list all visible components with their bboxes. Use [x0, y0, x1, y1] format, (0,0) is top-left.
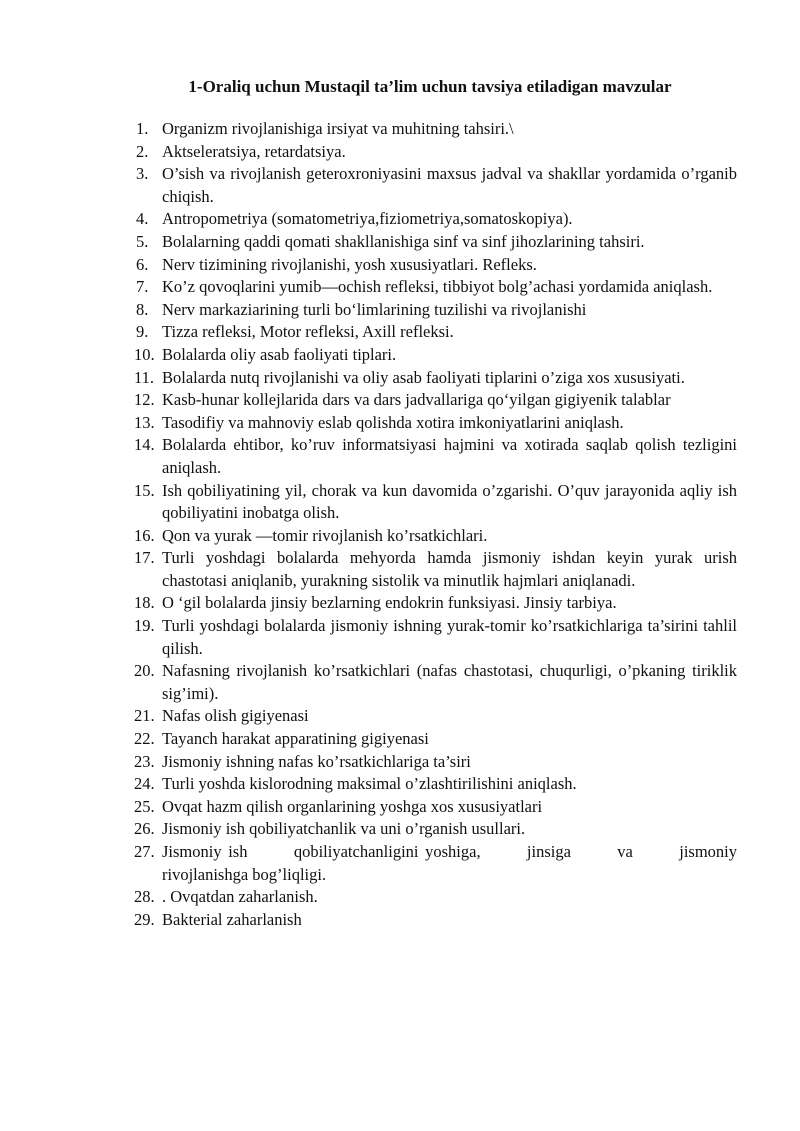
- item-number: 3.: [136, 164, 149, 184]
- item-text: Ko’z qovoqlarini yumib—ochish refleksi, tibbiyot bolg’achasi yordamida aniqlash.: [162, 277, 713, 297]
- item-number: 26.: [134, 819, 155, 839]
- item-number: 2.: [136, 141, 149, 161]
- item-text: Jismoniy ish qobiliyatchanlik va uni o’rganish usullari.: [162, 819, 526, 839]
- list-item: [0, 321, 737, 344]
- list-item: [0, 344, 737, 367]
- item-text: O ‘gil bolalarda jinsiy bezlarning endokrin funksiyasi. Jinsiy tarbiya.: [162, 593, 617, 613]
- list-item: [0, 231, 737, 254]
- item-number: 13.: [134, 412, 155, 432]
- list-item: [0, 818, 737, 841]
- item-number: 17.: [134, 548, 155, 568]
- list-item: [0, 434, 737, 479]
- item-text: Nerv markaziarining turli bo‘limlarining tuzilishi va rivojlanishi: [162, 299, 587, 319]
- item-number: 21.: [134, 706, 155, 726]
- item-text: Bolalarda ehtibor, ko’ruv informatsiyasi hajmini va xotirada saqlab qolish tezligini aniqlash.: [162, 435, 737, 477]
- list-item: [0, 299, 737, 322]
- list-item: [0, 547, 737, 592]
- item-text: Nerv tizimining rivojlanishi, yosh xususiyatlari. Refleks.: [162, 254, 537, 274]
- item-text: Nafasning rivojlanish ko’rsatkichlari (nafas chastotasi, chuqurligi, o’pkaning tiriklik sig’imi).: [162, 661, 737, 703]
- item-text: Qon va yurak —tomir rivojlanish ko’rsatkichlari.: [162, 525, 488, 545]
- item-number: 1.: [136, 119, 149, 138]
- item-text: Organizm rivojlanishiga irsiyat va muhitning tahsiri.\: [162, 119, 514, 138]
- list-item: [0, 141, 737, 164]
- item-text: Nafas olish gigiyenasi: [162, 706, 309, 726]
- item-number: 12.: [134, 390, 155, 410]
- list-item: [0, 592, 737, 615]
- item-text: Bakterial zaharlanish: [162, 909, 302, 929]
- list-item: [0, 208, 737, 231]
- list-item: [0, 367, 737, 390]
- item-number: 16.: [134, 525, 155, 545]
- list-item: [0, 254, 737, 277]
- list-item: [0, 909, 737, 932]
- item-text: Bolalarda nutq rivojlanishi va oliy asab faoliyati tiplarini o’ziga xos xususiyati.: [162, 367, 685, 387]
- item-number: 20.: [134, 661, 155, 681]
- item-number: 23.: [134, 751, 155, 771]
- item-number: 24.: [134, 774, 155, 794]
- item-number: 28.: [134, 887, 155, 907]
- item-number: 15.: [134, 480, 155, 500]
- list-item: [0, 773, 737, 796]
- list-item: [0, 389, 737, 412]
- item-number: 11.: [134, 367, 155, 387]
- list-item: [0, 525, 737, 548]
- item-number: 18.: [134, 593, 155, 613]
- item-number: 4.: [136, 209, 149, 229]
- item-number: 8.: [136, 299, 149, 319]
- item-text: Jismoniy ish qobiliyatchanligini yoshiga, jinsiga va jismoniy rivojlanishga bog’liqligi.: [162, 842, 742, 884]
- item-text: Antropometriya (somatometriya,fiziometriya,somatoskopiya).: [162, 209, 573, 229]
- list-item: [0, 796, 737, 819]
- item-text: Ovqat hazm qilish organlarining yoshga xos xususiyatlari: [162, 796, 543, 816]
- item-number: 22.: [134, 729, 155, 749]
- item-text: Turli yoshdagi bolalarda mehyorda hamda jismoniy ishdan keyin yurak urish chastotasi aniqlanib, yurakning sistolik va minutlik hajmlari aniqlanadi.: [162, 548, 737, 590]
- item-text: Ish qobiliyatining yil, chorak va kun davomida o’zgarishi. O’quv jarayonida aqliy ish qobiliyatini inobatga olish.: [162, 480, 737, 523]
- item-number: 10.: [134, 344, 155, 364]
- list-item: [0, 841, 742, 886]
- item-text: O’sish va rivojlanish geteroxroniyasini maxsus jadval va shakllar yordamida o’rganib chiqish.: [162, 164, 737, 206]
- item-number: 29.: [134, 909, 155, 929]
- item-number: 25.: [134, 796, 155, 816]
- item-text: Tayanch harakat apparatining gigiyenasi: [162, 729, 429, 749]
- list-item: [0, 163, 737, 208]
- item-text: Bolalarning qaddi qomati shakllanishiga sinf va sinf jihozlarining tahsiri.: [162, 231, 645, 251]
- item-text: Bolalarda oliy asab faoliyati tiplari.: [162, 344, 397, 364]
- list-item: [0, 751, 737, 774]
- item-text: Tasodifiy va mahnoviy eslab qolishda xotira imkoniyatlarini aniqlash.: [162, 412, 624, 432]
- list-item: [0, 660, 737, 705]
- list-item: [0, 705, 737, 728]
- list-item: [0, 615, 737, 660]
- item-number: 7.: [136, 277, 149, 297]
- item-text: Turli yoshda kislorodning maksimal o’zlashtirilishini aniqlash.: [162, 774, 577, 794]
- page-title: 1-Oraliq uchun Mustaqil ta’lim uchun tavsiya etiladigan mavzular: [188, 77, 672, 96]
- list-item: [0, 886, 737, 909]
- item-text: . Ovqatdan zaharlanish.: [162, 887, 318, 907]
- list-item: [0, 276, 737, 299]
- list-item: [0, 118, 737, 141]
- item-text: Kasb-hunar kollejlarida dars va dars jadvallariga qo‘yilgan gigiyenik talablar: [162, 390, 671, 410]
- item-number: 5.: [136, 231, 149, 251]
- list-item: [0, 728, 737, 751]
- item-number: 6.: [136, 254, 149, 274]
- item-number: 19.: [134, 616, 155, 636]
- item-number: 9.: [136, 322, 149, 342]
- item-text: Turli yoshdagi bolalarda jismoniy ishning yurak-tomir ko’rsatkichlariga ta’sirini tahlil qilish.: [162, 616, 737, 658]
- item-text: Jismoniy ishning nafas ko’rsatkichlariga ta’siri: [162, 751, 471, 771]
- topics-list: [0, 118, 800, 931]
- item-number: 27.: [134, 842, 155, 861]
- list-item: [0, 412, 737, 435]
- item-text: Tizza refleksi, Motor refleksi, Axill refleksi.: [162, 322, 454, 342]
- item-text: Aktseleratsiya, retardatsiya.: [162, 141, 346, 161]
- item-number: 14.: [134, 435, 155, 455]
- list-item: [0, 480, 737, 525]
